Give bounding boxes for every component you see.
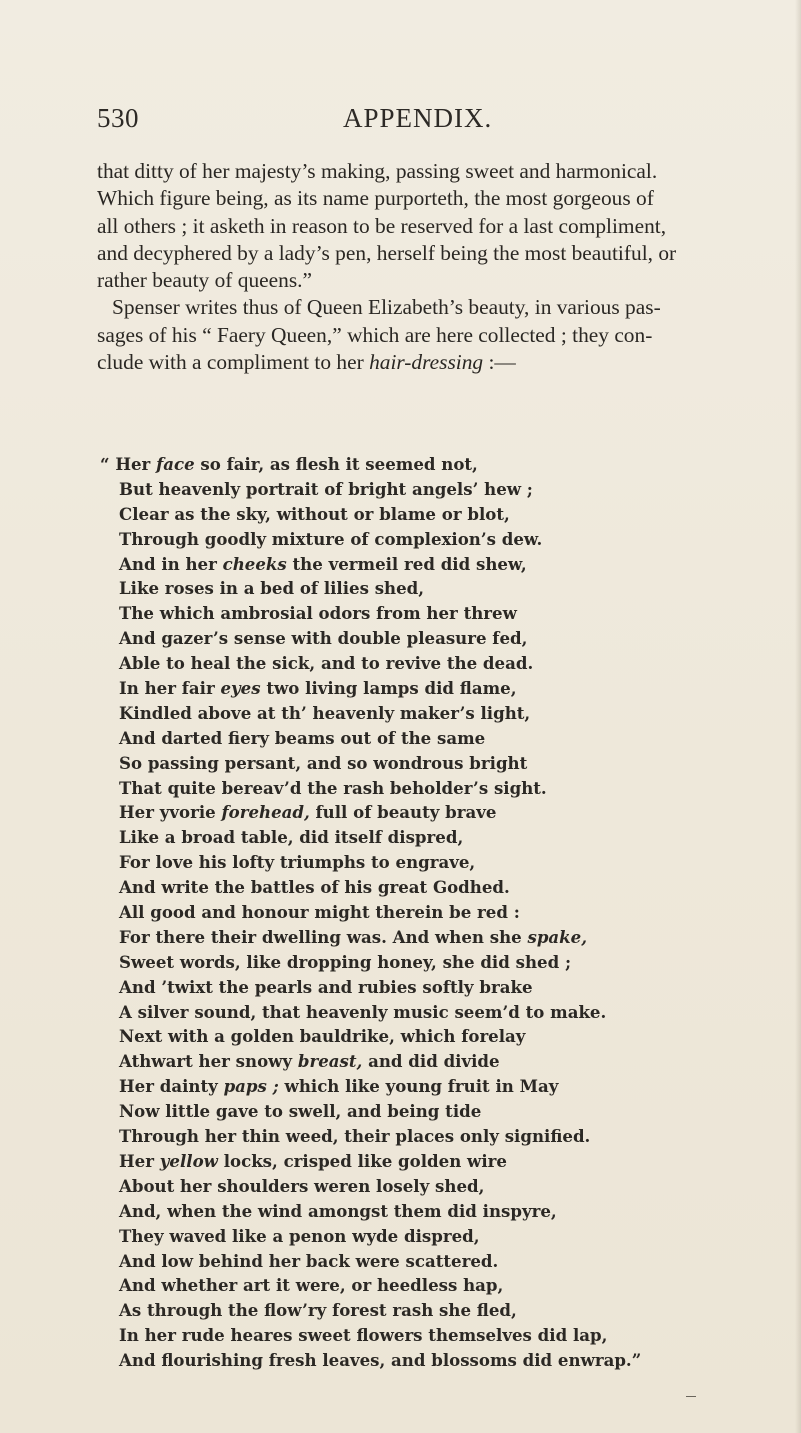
poem-text: so fair, as flesh it seemed not, [194, 454, 478, 474]
poem-text: Through goodly mixture of complexion’s dew. [119, 528, 543, 549]
prose-line: and decyphered by a lady’s pen, herself being the most beautiful, or [97, 240, 677, 265]
poem-text: All good and honour might therein be red : [119, 902, 520, 923]
poem-line [100, 1074, 720, 1099]
poem-text: In her rude heares sweet flowers themselves did lap, [119, 1325, 608, 1346]
poem-text: the vermeil red did shew, [286, 553, 527, 574]
poem-text: And gazer’s sense with double pleasure fed, [119, 628, 528, 649]
poem-line [100, 676, 720, 701]
poem-italic-text: eyes [220, 678, 261, 699]
poem-line [100, 975, 720, 1000]
poem-line [100, 875, 720, 900]
prose-line: Which figure being, as its name purporteth, the most gorgeous of [97, 186, 654, 211]
poem-text: Through her thin weed, their places only signified. [119, 1126, 591, 1147]
page-header [0, 103, 801, 143]
poem-text: Able to heal the sick, and to revive the dead. [119, 653, 534, 674]
poem-text: So passing persant, and so wondrous bright [119, 752, 528, 773]
poem-italic-text: face [156, 454, 195, 474]
poem-text: As through the flow’ry forest rash she fled, [119, 1300, 517, 1321]
poem-text: locks, crisped like golden wire [217, 1150, 507, 1171]
prose-line: all others ; it asketh in reason to be reserved for a last compliment, [97, 213, 667, 238]
poem-text: which like young fruit in May [278, 1076, 559, 1097]
poem-text: And ’twixt the pearls and rubies softly brake [119, 976, 533, 997]
poem-line [100, 1224, 720, 1249]
poem-text: And write the battles of his great Godhed. [119, 877, 510, 898]
poem-line [100, 1024, 720, 1049]
poem-line [100, 601, 720, 626]
poem-line [100, 626, 720, 651]
poem-text: two living lamps did flame, [260, 678, 517, 699]
poem-text: full of beauty brave [309, 802, 497, 823]
poem-line [100, 1124, 720, 1149]
poem-line [100, 800, 720, 825]
poem-text: Kindled above at th’ heavenly maker’s light, [119, 702, 531, 723]
poem-text: That quite bereav’d the rash beholder’s sight. [119, 777, 547, 798]
prose-line: that ditty of her majesty’s making, passing sweet and harmonical. [97, 159, 658, 183]
poem-italic-text: paps ; [223, 1076, 279, 1097]
prose-line: rather beauty of queens.” [97, 268, 312, 293]
poem-text: Like a broad table, did itself dispred, [119, 827, 464, 848]
prose-paragraphs [97, 158, 707, 376]
prose-text: :— [483, 350, 516, 375]
poem-text: Her [119, 1150, 160, 1171]
poem-text: Her yvorie [119, 802, 222, 823]
prose-line [97, 349, 707, 376]
poem-line [100, 1249, 720, 1274]
poem-line [100, 651, 720, 676]
poem-line [100, 477, 720, 502]
poem-text: And, when the wind amongst them did inspyre, [119, 1200, 557, 1221]
poem-line [100, 1348, 720, 1373]
prose-line: Spenser writes thus of Queen Elizabeth’s beauty, in various pas- [112, 295, 661, 320]
poem-text: The which ambrosial odors from her threw [119, 603, 517, 624]
poem-text: Clear as the sky, without or blame or blot, [119, 503, 510, 524]
poem-line [100, 1000, 720, 1025]
poem-quotation [100, 452, 720, 1373]
prose-line: sages of his “ Faery Queen,” which are here collected ; they con- [97, 322, 653, 347]
poem-line [100, 751, 720, 776]
poem-line [100, 527, 720, 552]
prose-text: clude with a compliment to her [97, 350, 370, 375]
poem-line [100, 726, 720, 751]
poem-line [100, 1049, 720, 1074]
poem-line [100, 576, 720, 601]
poem-text: Like roses in a bed of lilies shed, [119, 578, 425, 599]
poem-line [100, 1323, 720, 1348]
poem-text: A silver sound, that heavenly music seem’d to make. [119, 1001, 607, 1022]
poem-text: “ Her [100, 454, 157, 474]
poem-text: and did divide [362, 1051, 500, 1072]
poem-text: And whether art it were, or heedless hap, [119, 1275, 504, 1296]
poem-italic-text: cheeks [222, 553, 287, 574]
poem-text: But heavenly portrait of bright angels’ hew ; [119, 478, 533, 499]
poem-text: For there their dwelling was. And when she [119, 926, 528, 947]
poem-italic-text: breast, [297, 1051, 363, 1072]
poem-text: Her dainty [119, 1076, 224, 1097]
poem-line [100, 701, 720, 726]
poem-text: And flourishing fresh leaves, and blossoms did enwrap.” [119, 1350, 642, 1371]
poem-line [100, 1099, 720, 1124]
poem-line [100, 825, 720, 850]
poem-italic-text: forehead, [221, 802, 310, 823]
poem-text: And darted fiery beams out of the same [119, 727, 486, 748]
poem-line [100, 1273, 720, 1298]
poem-line [100, 925, 720, 950]
poem-line [100, 776, 720, 801]
poem-text: For love his lofty triumphs to engrave, [119, 852, 476, 873]
poem-line [100, 900, 720, 925]
poem-line [100, 1149, 720, 1174]
poem-line [100, 850, 720, 875]
poem-line [100, 552, 720, 577]
page-number: 530 [97, 103, 139, 133]
poem-text: And in her [119, 553, 223, 574]
poem-line [100, 452, 720, 477]
prose-italic-text: hair-dressing [369, 350, 484, 375]
poem-text: Athwart her snowy [119, 1051, 298, 1072]
running-head: APPENDIX. [343, 103, 493, 133]
poem-line [100, 1174, 720, 1199]
poem-text: Sweet words, like dropping honey, she did shed ; [119, 951, 572, 972]
poem-text: In her fair [119, 678, 221, 699]
margin-mark [686, 1396, 696, 1397]
poem-text: About her shoulders weren losely shed, [119, 1175, 485, 1196]
poem-line [100, 502, 720, 527]
poem-line [100, 950, 720, 975]
poem-line [100, 1298, 720, 1323]
page-edge-shadow [795, 0, 801, 1433]
poem-text: Now little gave to swell, and being tide [119, 1101, 482, 1122]
poem-text: Next with a golden bauldrike, which forelay [119, 1026, 526, 1047]
poem-text: They waved like a penon wyde dispred, [119, 1225, 480, 1246]
poem-text: And low behind her back were scattered. [119, 1250, 499, 1271]
poem-line [100, 1199, 720, 1224]
poem-italic-text: yellow [159, 1150, 218, 1171]
poem-italic-text: spake, [527, 926, 588, 947]
